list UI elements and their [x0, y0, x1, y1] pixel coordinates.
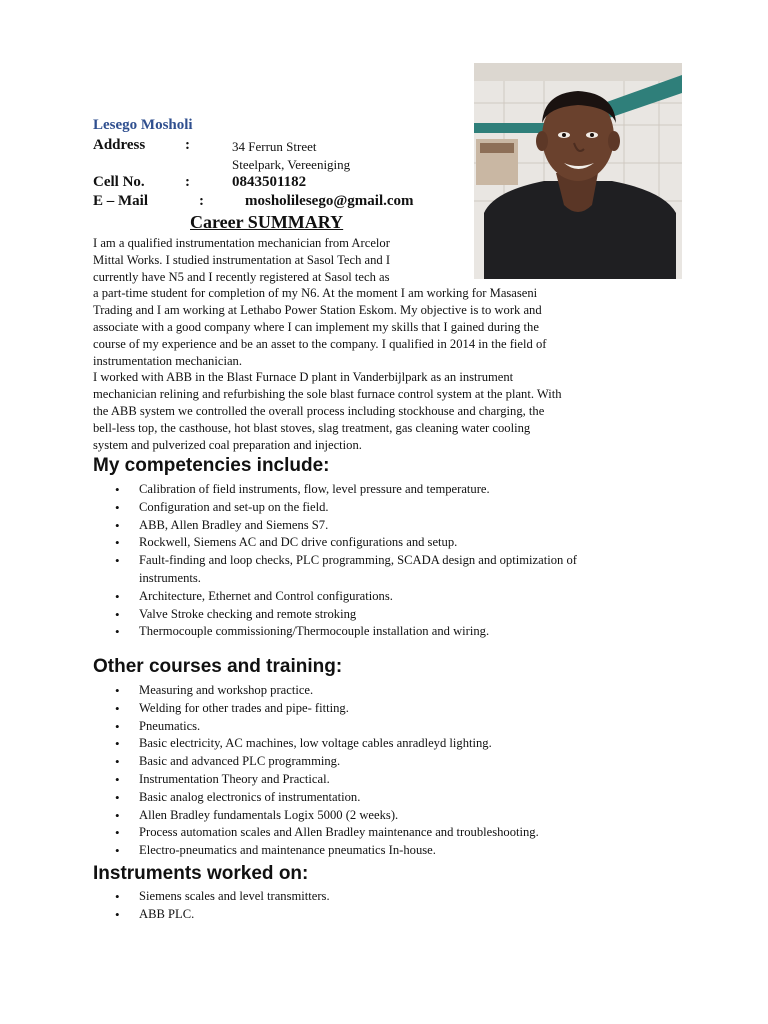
address-separator: :	[185, 137, 190, 153]
summary-line: currently have N5 and I recently registered at Sasol tech as	[93, 269, 390, 284]
summary-line: a part-time student for completion of my N6. At the moment I am working for Masaseni	[93, 286, 538, 301]
courses-list	[93, 682, 693, 860]
list-item: • Configuration and set-up on the field.	[93, 499, 693, 517]
summary-line: associate with a good company where I can implement my skills that I gained during the	[93, 320, 539, 334]
summary-line: I worked with ABB in the Blast Furnace D plant in Vanderbijlpark as an instrument	[93, 370, 514, 385]
email-separator: :	[199, 193, 204, 209]
summary-line: the ABB system we controlled the overall process including stockhouse and charging, the	[93, 404, 545, 418]
list-item: • Allen Bradley fundamentals Logix 5000 (2 weeks).	[93, 807, 693, 825]
competencies-list	[93, 481, 693, 641]
profile-photo	[474, 63, 682, 279]
summary-line: Mittal Works. I studied instrumentation at Sasol Tech and I	[93, 252, 391, 267]
summary-line: Trading and I am working at Lethabo Power Station Eskom. My objective is to work and	[93, 303, 542, 318]
cell-label: Cell No.	[93, 174, 145, 190]
email-address: mosholilesego@gmail.com	[245, 193, 414, 209]
competencies-heading: My competencies include:	[93, 455, 330, 476]
address-label: Address	[93, 137, 146, 153]
list-item: • Architecture, Ethernet and Control configurations.	[93, 588, 693, 606]
address-line-2: Steelpark, Vereeniging	[232, 157, 351, 172]
cell-number: 0843501182	[232, 174, 307, 190]
cell-separator: :	[185, 174, 190, 190]
list-item: • ABB PLC.	[93, 906, 693, 924]
list-item: • ABB, Allen Bradley and Siemens S7.	[93, 517, 693, 535]
list-item: • Basic and advanced PLC programming.	[93, 753, 693, 771]
instruments-heading: Instruments worked on:	[93, 863, 309, 884]
list-item: • Basic analog electronics of instrumentation.	[93, 789, 693, 807]
list-item: • Instrumentation Theory and Practical.	[93, 771, 693, 789]
list-item: • Process automation scales and Allen Bradley maintenance and troubleshooting.	[93, 824, 693, 842]
list-item: • Measuring and workshop practice.	[93, 682, 693, 700]
email-label: E – Mail	[93, 193, 148, 209]
instruments-list	[93, 888, 693, 924]
summary-line: bell-less top, the casthouse, hot blast stoves, slag treatment, gas cleaning water cooling	[93, 420, 531, 435]
summary-line: system and pulverized coal preparation and injection.	[93, 437, 362, 452]
summary-line: I am a qualified instrumentation mechanician from Arcelor	[93, 236, 390, 250]
list-item: • Valve Stroke checking and remote stroking	[93, 606, 693, 624]
list-item: • Siemens scales and level transmitters.	[93, 888, 693, 906]
list-item: • Pneumatics.	[93, 718, 693, 736]
career-summary-title: Career SUMMARY	[190, 212, 344, 232]
address-line-1: 34 Ferrun Street	[232, 139, 317, 154]
list-item: • Welding for other trades and pipe- fitting.	[93, 700, 693, 718]
summary-line: instrumentation mechanician.	[93, 353, 242, 368]
candidate-name: Lesego Mosholi	[93, 117, 193, 133]
list-item: • Fault-finding and loop checks, PLC programming, SCADA design and optimization of instruments.	[93, 552, 693, 588]
list-item: • Thermocouple commissioning/Thermocouple installation and wiring.	[93, 623, 693, 641]
courses-heading: Other courses and training:	[93, 656, 343, 677]
list-item: • Rockwell, Siemens AC and DC drive configurations and setup.	[93, 534, 693, 552]
summary-line: mechanician relining and refurbishing the sole blast furnace control system at the plant. With	[93, 387, 562, 402]
list-item: • Electro-pneumatics and maintenance pneumatics In-house.	[93, 842, 693, 860]
list-item: • Basic electricity, AC machines, low voltage cables anradleyd lighting.	[93, 735, 693, 753]
summary-line: course of my experience and be an asset to the company. I qualified in 2014 in the field of	[93, 336, 547, 351]
list-item: • Calibration of field instruments, flow, level pressure and temperature.	[93, 481, 693, 499]
